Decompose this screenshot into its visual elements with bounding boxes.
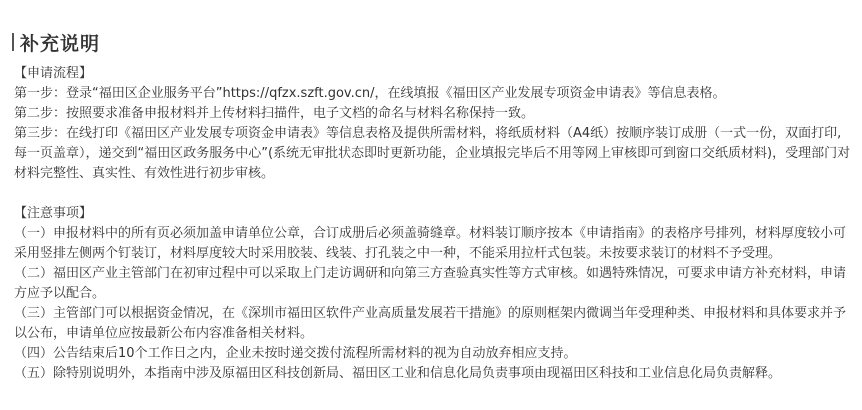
note-item-3: （三）主管部门可以根据资金情况，在《深圳市福田区软件产业高质量发展若干措施》的原则框架内微调当年受理种类、申报材料和具体要求并予以公布，申请单位应按最新公布内容准备相关材料。 xyxy=(14,306,847,341)
process-step-3: 第三步：在线打印《福田区产业发展专项资金申请表》等信息表格及提供所需材料，将纸质材料（A4纸）按顺序装订成册（一式一份，双面打印,每一页盖章），递交到“福田区政务服务中心”(系统无审批状态即时更新功能，企业填报完毕后不用等网上审核即可到窗口交纸质材料)，受理部门对材料完整性、真实性、有效性进行初步审核。 xyxy=(14,126,851,181)
note-item-5: （五）除特别说明外，本指南中涉及原福田区科技创新局、福田区工业和信息化局负责事项由现福田区科技和工业信息化局负责解释。 xyxy=(14,366,782,381)
process-step-2: 第二步：按照要求准备申报材料并上传材料扫描件，电子文档的命名与材料名称保持一致。 xyxy=(14,106,535,121)
section-header xyxy=(12,22,100,62)
paragraph-gap xyxy=(14,184,852,204)
process-step-1: 第一步：登录“福田区企业服务平台”https://qfzx.szft.gov.cn/，在线填报《福田区产业发展专项资金申请表》等信息表格。 xyxy=(14,86,726,101)
note-item-2: （二）福田区产业主管部门在初审过程中可以采取上门走访调研和向第三方查验真实性等方式审核。如遇特殊情况，可要求申请方补充材料，申请方应予以配合。 xyxy=(14,266,847,301)
notes-heading: 【注意事项】 xyxy=(14,206,93,221)
section-title: 补充说明 xyxy=(20,32,101,55)
section-content xyxy=(14,64,852,384)
note-item-4: （四）公告结束后10个工作日之内，企业未按时递交拨付流程所需材料的视为自动放弃相应支持。 xyxy=(14,346,577,361)
process-heading: 【申请流程】 xyxy=(14,66,93,81)
title-accent-bar xyxy=(12,33,14,51)
note-item-1: （一）申报材料中的所有页必须加盖申请单位公章，合订成册后必须盖骑缝章。材料装订顺序按本《申请指南》的表格序号排列，材料厚度较小可采用竖排左侧两个钉装订，材料厚度较大时采用胶装、线装、打孔装之中一种，不能采用拉杆式包装。未按要求装订的材料不予受理。 xyxy=(14,226,847,261)
